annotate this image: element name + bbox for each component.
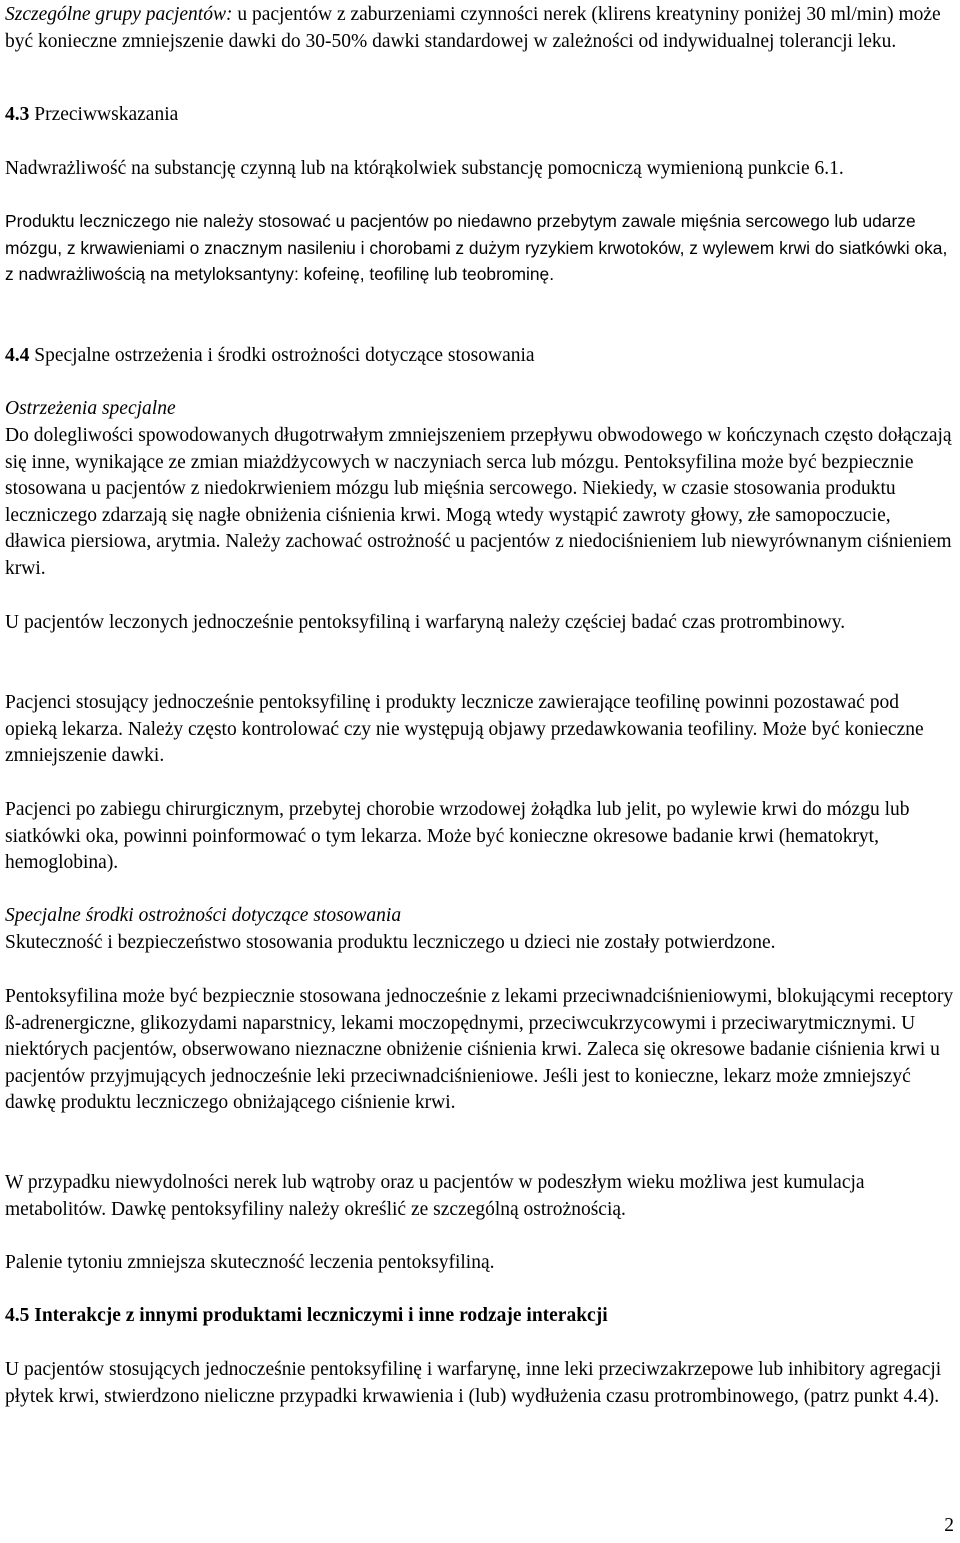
contraindications-paragraph-2: Produktu leczniczego nie należy stosować u pacjentów po niedawno przebytym zawale mięśnia sercowego lub udarze mózgu, z krwawieniami o znacznym nasileniu i chorobami z dużym ryzykiem krwotoków, z wylewem krwi do siatkówki oka, z nadwrażliwością na metyloksantyny: kofeinę, teofilinę lub teobrominę.: [5, 211, 948, 285]
precautions-paragraph-3: W przypadku niewydolności nerek lub wątroby oraz u pacjentów w podeszłym wieku możliwa jest kumulacja metabolitów. Dawkę pentoksyfiliny należy określić ze szczególną ostrożnością.: [5, 1172, 865, 1220]
precautions-paragraph-2: Pentoksyfilina może być bezpiecznie stosowana jednocześnie z lekami przeciwnadciśnieniowymi, blokującymi receptory ß-adrenergiczne, glikozydami naparstnicy, lekami moczopędnymi, przeciwcukrzycowymi i przeciwarytmicznymi. U niektórych pacjentów, obserwowano nieznaczne obniżenie ciśnienia krwi. Zaleca się okresowe badanie ciśnienia krwi u pacjentów przyjmujących jednocześnie leki przeciwnadciśnieniowe. Jeśli jest to konieczne, lekarz może zmniejszyć dawkę produktu leczniczego obniżającego ciśnienie krwi.: [5, 986, 954, 1114]
warnings-paragraph-2: U pacjentów leczonych jednocześnie pentoksyfiliną i warfaryną należy częściej badać czas protrombinowy.: [5, 612, 846, 633]
section-4-5-heading: [5, 1303, 955, 1330]
special-groups-paragraph: [5, 2, 955, 55]
section-4-4-number: 4.4: [5, 345, 30, 366]
warnings-paragraph-3: Pacjenci stosujący jednocześnie pentoksyfilinę i produkty lecznicze zawierające teofilinę powinni pozostawać pod opieką lekarza. Należy często kontrolować czy nie występują objawy przedawkowania teofiliny. Może być konieczne zmniejszenie dawki.: [5, 692, 924, 767]
contraindications-paragraph-1: Nadwrażliwość na substancję czynną lub na którąkolwiek substancję pomocniczą wymienioną punkcie 6.1.: [5, 158, 844, 179]
page-number: 2: [944, 1515, 954, 1536]
section-4-5-title: Interakcje z innymi produktami leczniczymi i inne rodzaje interakcji: [29, 1305, 608, 1326]
special-groups-label: Szczególne grupy pacjentów:: [5, 4, 233, 25]
warnings-paragraph-4: Pacjenci po zabiegu chirurgicznym, przebytej chorobie wrzodowej żołądka lub jelit, po wylewie krwi do mózgu lub siatkówki oka, powinni poinformować o tym lekarza. Może być konieczne okresowe badanie krwi (hematokryt, hemoglobina).: [5, 799, 910, 874]
interactions-paragraph-1: U pacjentów stosujących jednocześnie pentoksyfilinę i warfarynę, inne leki przeciwzakrzepowe lub inhibitory agregacji płytek krwi, stwierdzono nieliczne przypadki krwawienia i (lub) wydłużenia czasu protrombinowego, (patrz punkt 4.4).: [5, 1359, 942, 1407]
special-groups-text: u pacjentów z zaburzeniami czynności nerek (klirens kreatyniny poniżej 30 ml/min) może być konieczne zmniejszenie dawki do 30-50% dawki standardowej w zależności od indywidualnej tolerancji leku.: [5, 4, 941, 52]
special-precautions-subheading: Specjalne środki ostrożności dotyczące stosowania: [5, 905, 402, 926]
special-warnings-subheading: Ostrzeżenia specjalne: [5, 398, 176, 419]
section-4-3-number: 4.3: [5, 104, 30, 125]
warnings-paragraph-1: Do dolegliwości spowodowanych długotrwałym zmniejszeniem przepływu obwodowego w kończynach często dołączają się inne, wynikające ze zmian miażdżycowych w naczyniach serca lub mózgu. Pentoksyfilina może być bezpiecznie stosowana u pacjentów z niedokrwieniem mózgu lub mięśnia sercowego. Niekiedy, w czasie stosowania produktu leczniczego zdarzają się nagłe obniżenia ciśnienia krwi. Mogą wtedy wystąpić zawroty głowy, złe samopoczucie, dławica piersiowa, arytmia. Należy zachować ostrożność u pacjentów z niedociśnieniem lub niewyrównanym ciśnieniem krwi.: [5, 425, 952, 579]
section-4-4-heading: [5, 343, 955, 370]
precautions-paragraph-4: Palenie tytoniu zmniejsza skuteczność leczenia pentoksyfiliną.: [5, 1252, 495, 1273]
section-4-3-title: Przeciwwskazania: [29, 104, 179, 125]
section-4-3-heading: [5, 102, 955, 129]
precautions-paragraph-1: Skuteczność i bezpieczeństwo stosowania produktu leczniczego u dzieci nie zostały potwierdzone.: [5, 932, 776, 953]
section-4-4-title: Specjalne ostrzeżenia i środki ostrożności dotyczące stosowania: [29, 345, 535, 366]
section-4-5-number: 4.5: [5, 1305, 30, 1326]
